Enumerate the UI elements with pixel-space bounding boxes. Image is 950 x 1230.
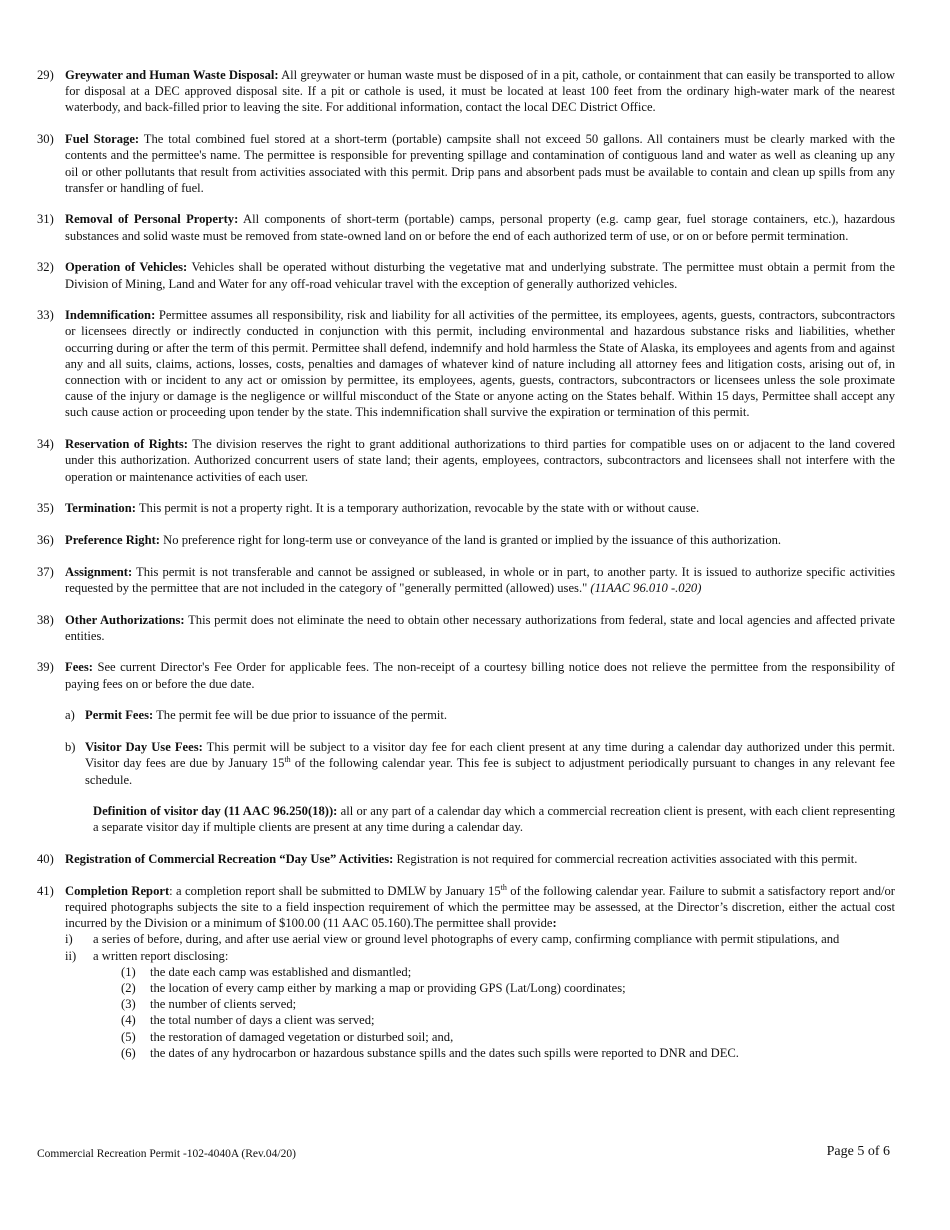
list-item bbox=[121, 996, 895, 1012]
condition-text: The total combined fuel stored at a short-term (portable) campsite shall not exceed 50 gallons. All containers must be clearly marked with the contents and the permittee's name. The permittee is responsible for preventing spillage and contamination of contiguous land and water as well as cleaning up any oil or other pollutants that result from activities associated with this permit. Drip pans and absorbent pads must be available to contain and clean up spills from any transfer or handling of fuel. bbox=[65, 132, 895, 195]
condition-text: Registration is not required for commercial recreation activities associated with this permit. bbox=[393, 852, 858, 867]
condition-30 bbox=[37, 131, 895, 196]
condition-number: 40) bbox=[37, 852, 54, 867]
list-item-text: a series of before, during, and after use aerial view or ground level photographs of every camp, confirming compliance with permit stipulations, and bbox=[93, 932, 840, 947]
report-disclosure-list bbox=[65, 964, 895, 1061]
condition-34 bbox=[37, 436, 895, 485]
condition-number: 39) bbox=[37, 660, 54, 675]
condition-text: All components of short-term (portable) camps, personal property (e.g. camp gear, fuel storage containers, etc.), hazardous substances and solid waste must be removed from state-owned land on or before the end of each authorized term of use, or on or before permit termination. bbox=[65, 212, 896, 243]
fees-subitem-a bbox=[65, 707, 895, 723]
list-item-label: (3) bbox=[121, 997, 136, 1012]
condition-number: 34) bbox=[37, 437, 54, 452]
ordinal-suffix: th bbox=[284, 755, 291, 765]
list-item-label: ii) bbox=[65, 948, 77, 963]
list-item-text: the dates of any hydrocarbon or hazardous substance spills and the dates such spills were reported to DNR and DEC. bbox=[150, 1045, 739, 1060]
condition-heading: Greywater and Human Waste Disposal: bbox=[65, 68, 279, 82]
condition-number: 35) bbox=[37, 501, 54, 516]
condition-29 bbox=[37, 67, 895, 116]
condition-heading: Fuel Storage: bbox=[65, 132, 140, 147]
condition-number: 36) bbox=[37, 532, 54, 547]
condition-text: This permit is not transferable and cannot be assigned or subleased, in whole or in part, to another party. It is issued to authorize specific activities requested by the permittee that are not included in the category of "generally permitted (allowed) uses." bbox=[65, 564, 895, 595]
list-item bbox=[121, 964, 895, 980]
regulation-citation: (11AAC 96.010 -.020) bbox=[590, 580, 702, 595]
list-item-label: i) bbox=[65, 932, 73, 947]
list-item-label: (6) bbox=[121, 1045, 136, 1060]
condition-text: All greywater or human waste must be disposed of in a pit, cathole, or containment that can easily be transported to allow for disposal at a DEC approved disposal site. If a pit or cathole is used, it must be located at least 100 feet from the ordinary high-water mark of the nearest waterbody, and back-filled prior to leaving the site. For additional information, contact the local DEC District Office. bbox=[65, 68, 895, 115]
condition-heading: Removal of Personal Property: bbox=[65, 212, 239, 227]
definition-text: all or any part of a calendar day which a commercial recreation client is present, with each client representing a separate visitor day if multiple clients are present at any time during a calendar day. bbox=[93, 804, 895, 835]
condition-heading: Registration of Commercial Recreation “Day Use” Activities: bbox=[65, 852, 394, 867]
definition-heading: Definition of visitor day (11 AAC 96.250(18)): bbox=[93, 804, 338, 819]
condition-heading: Assignment: bbox=[65, 564, 133, 579]
condition-33 bbox=[37, 307, 895, 420]
condition-heading: Operation of Vehicles: bbox=[65, 260, 188, 275]
condition-39-fees bbox=[37, 659, 895, 835]
list-item bbox=[121, 1029, 895, 1045]
condition-37 bbox=[37, 564, 895, 596]
condition-number: 37) bbox=[37, 564, 54, 579]
condition-number: 32) bbox=[37, 260, 54, 275]
subitem-label: a) bbox=[65, 708, 75, 723]
list-item-text: the restoration of damaged vegetation or disturbed soil; and, bbox=[150, 1029, 454, 1044]
subitem-heading: Permit Fees: bbox=[85, 708, 154, 723]
condition-text: : a completion report shall be submitted to DMLW by January 15 bbox=[169, 883, 501, 898]
condition-36 bbox=[37, 532, 895, 548]
condition-heading: Indemnification: bbox=[65, 308, 156, 323]
subitem-label: b) bbox=[65, 740, 76, 755]
list-item-text: the location of every camp either by marking a map or providing GPS (Lat/Long) coordinates; bbox=[150, 981, 626, 996]
list-item-text: the number of clients served; bbox=[150, 997, 297, 1012]
condition-text: The division reserves the right to grant additional authorizations to third parties for compatible uses on or adjacent to the land covered under this authorization. Authorized concurrent users of state land; their agents, employees, contractors, subcontractors and licensees shall not interfere with the operation or maintenance activities of each user. bbox=[65, 437, 895, 484]
permit-conditions bbox=[37, 67, 895, 1061]
list-item-label: (1) bbox=[121, 964, 136, 979]
visitor-day-definition bbox=[65, 803, 895, 835]
fees-subitem-b bbox=[65, 739, 895, 788]
colon: : bbox=[552, 916, 557, 931]
list-item bbox=[65, 931, 895, 947]
condition-heading: Reservation of Rights: bbox=[65, 437, 188, 452]
condition-text: See current Director's Fee Order for applicable fees. The non-receipt of a courtesy billing notice does not relieve the permittee from the responsibility of paying fees on or before the due date. bbox=[65, 660, 895, 691]
list-item-label: (4) bbox=[121, 1013, 136, 1028]
subitem-text: This permit will be subject to a visitor day fee for each client present at any time during a calendar day authorized under this permit. Visitor day fees are due by January 15 bbox=[85, 740, 895, 771]
subitem-text-cont: of the following calendar year. This fee is subject to adjustment periodically pursuant to changes in any relevant fee schedule. bbox=[85, 756, 895, 787]
condition-32 bbox=[37, 259, 895, 291]
condition-text: This permit is not a property right. It is a temporary authorization, revocable by the state with or without cause. bbox=[135, 501, 700, 516]
page-number: Page 5 of 6 bbox=[826, 1144, 890, 1159]
condition-heading: Termination: bbox=[65, 501, 136, 516]
completion-requirements bbox=[37, 931, 895, 1061]
list-item bbox=[121, 1012, 895, 1028]
condition-text: Vehicles shall be operated without disturbing the vegetative mat and underlying substrate. The permittee must obtain a permit from the Division of Mining, Land and Water for any off-road vehicular travel with the exception of generally authorized vehicles. bbox=[65, 260, 895, 291]
condition-heading: Completion Report bbox=[65, 883, 170, 898]
condition-40 bbox=[37, 851, 895, 867]
condition-35 bbox=[37, 500, 895, 516]
footer-form-id: Commercial Recreation Permit -102-4040A (Rev.04/20) bbox=[37, 1148, 296, 1160]
subitem-heading: Visitor Day Use Fees: bbox=[85, 740, 203, 755]
condition-text: No preference right for long-term use or conveyance of the land is granted or implied by the issuance of this authorization. bbox=[160, 532, 782, 547]
condition-text-cont: of the following calendar year. Failure to submit a satisfactory report and/or required photographs subjects the site to a field inspection requirement of which the permittee may be assessed, at the Director’s discretion, either the actual cost incurred by the Division or a minimum of $100.00 (11 AAC 05.160).The permittee shall provide bbox=[65, 883, 895, 931]
condition-heading: Other Authorizations: bbox=[65, 612, 185, 627]
ordinal-suffix: th bbox=[500, 882, 507, 892]
condition-31 bbox=[37, 211, 895, 243]
condition-text: This permit does not eliminate the need to obtain other necessary authorizations from federal, state and local agencies and affected private entities. bbox=[65, 612, 895, 643]
condition-heading: Fees: bbox=[65, 660, 93, 675]
condition-number: 38) bbox=[37, 612, 54, 627]
list-item-text: the date each camp was established and dismantled; bbox=[150, 964, 412, 979]
condition-heading: Preference Right: bbox=[65, 532, 160, 547]
list-item-label: (5) bbox=[121, 1029, 136, 1044]
condition-41 bbox=[37, 883, 895, 932]
list-item-text: the total number of days a client was served; bbox=[150, 1013, 375, 1028]
condition-number: 30) bbox=[37, 132, 54, 147]
list-item-text: a written report disclosing: bbox=[93, 948, 229, 963]
condition-number: 31) bbox=[37, 212, 54, 227]
list-item bbox=[65, 948, 895, 964]
condition-number: 29) bbox=[37, 68, 54, 82]
list-item bbox=[121, 1045, 895, 1061]
condition-number: 41) bbox=[37, 883, 54, 898]
condition-38 bbox=[37, 612, 895, 644]
condition-text: Permittee assumes all responsibility, risk and liability for all activities of the permittee, its employees, agents, guests, contractors, subcontractors or licensees directly or indirectly conducted in conjunction with this permit, including environmental and hazardous substance risks and liabilities, whether occurring during or after the term of this permit. Permittee shall defend, indemnify and hold harmless the State of Alaska, its employees and agents from and against any and all suits, claims, actions, losses, costs, penalties and damages of whatever kind of nature including all attorney fees and litigation costs, arising out of, in connection with or incident to any act or omission by permittee, its employees, agents, guests, contractors, subcontractors or licensees unless the sole proximate cause of the injury or damage is the negligence or willful misconduct of the State or anyone acting on the States behalf. Within 15 days, Permittee shall accept any such cause action or proceeding upon tender by the state. This indemnification shall survive the expiration or termination of this permit. bbox=[65, 308, 895, 420]
list-item-label: (2) bbox=[121, 981, 136, 996]
list-item bbox=[121, 980, 895, 996]
condition-number: 33) bbox=[37, 308, 54, 323]
subitem-text: The permit fee will be due prior to issuance of the permit. bbox=[153, 708, 448, 723]
